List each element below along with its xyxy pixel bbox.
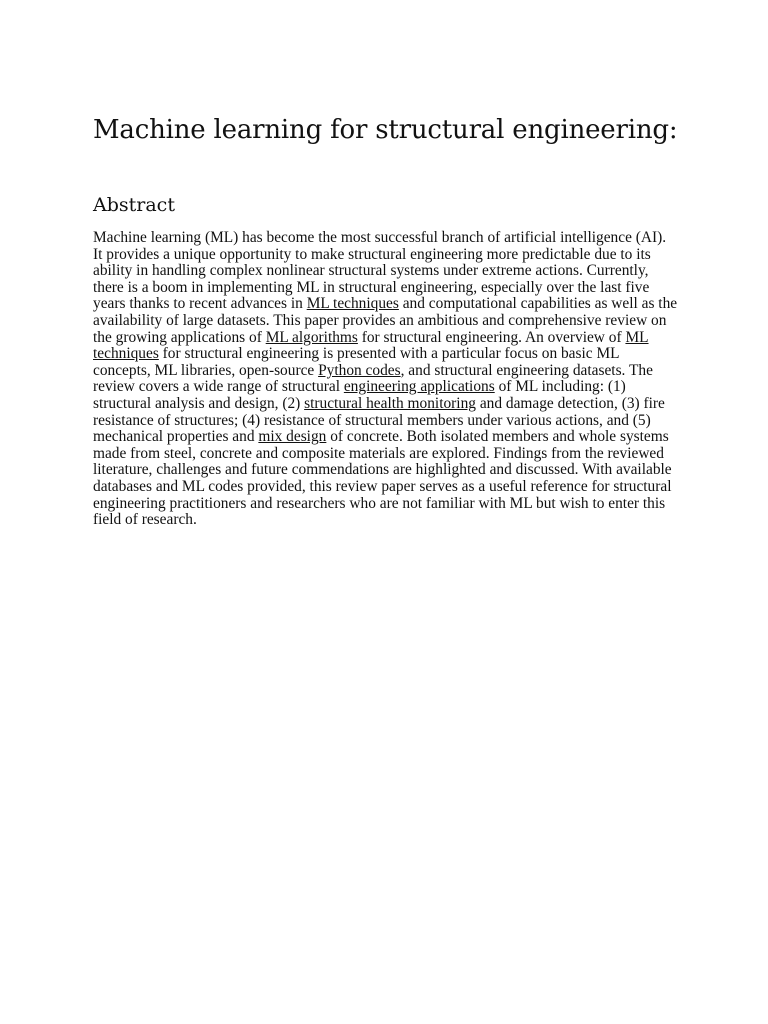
link-engineering-applications[interactable]: engineering applications	[343, 378, 495, 396]
link-mix-design[interactable]: mix design	[258, 428, 327, 446]
link-ml-techniques[interactable]: ML techniques	[306, 295, 399, 313]
section-heading-abstract: Abstract	[93, 194, 175, 216]
abstract-text: Machine learning (ML) has become the most successful branch of artificial intelligence (AI). It provides a unique opportunity to make structural engineering more predictable due to its ability in handling complex nonlinear structural systems under extreme actions. Currently, there is a boom in implementing ML in structural engineering, especially over the last five years thanks to recent advances in	[93, 229, 667, 313]
abstract-text: of ML including: (1) structural analysis and design, (2)	[93, 378, 626, 412]
abstract-paragraph	[93, 230, 678, 529]
link-python-codes[interactable]: Python codes	[318, 361, 401, 379]
abstract-text: , and structural engineering datasets. The review covers a wide range of structural	[93, 361, 653, 396]
link-structural-health-monitoring[interactable]: structural health monitoring	[304, 394, 476, 412]
abstract-text: of concrete. Both isolated members and whole systems made from steel, concrete and composite materials are explored. Findings from the reviewed literature, challenges and future commendations are highlighted and discussed. With available databases and ML codes provided, this review paper serves as a useful reference for structural engineering practitioners and researchers who are not familiar with ML but wish to enter this field of research.	[93, 428, 672, 529]
abstract-text: and damage detection, (3) fire resistance of structures; (4) resistance of structural members under various actions, and (5) mechanical properties and	[93, 394, 665, 446]
abstract-text: and computational capabilities as well as the availability of large datasets. This paper provides an ambitious and comprehensive review on the growing applications of	[93, 295, 678, 346]
document-page	[93, 113, 678, 529]
link-ml-algorithms[interactable]: ML algorithms	[265, 328, 358, 346]
page-title: Machine learning for structural engineering:	[93, 115, 678, 145]
abstract-text: for structural engineering is presented with a particular focus on basic ML concepts, ML libraries, open-source	[93, 345, 619, 379]
abstract-text: for structural engineering. An overview of	[357, 328, 626, 346]
link-ml-techniques-2[interactable]: ML techniques	[93, 328, 649, 363]
